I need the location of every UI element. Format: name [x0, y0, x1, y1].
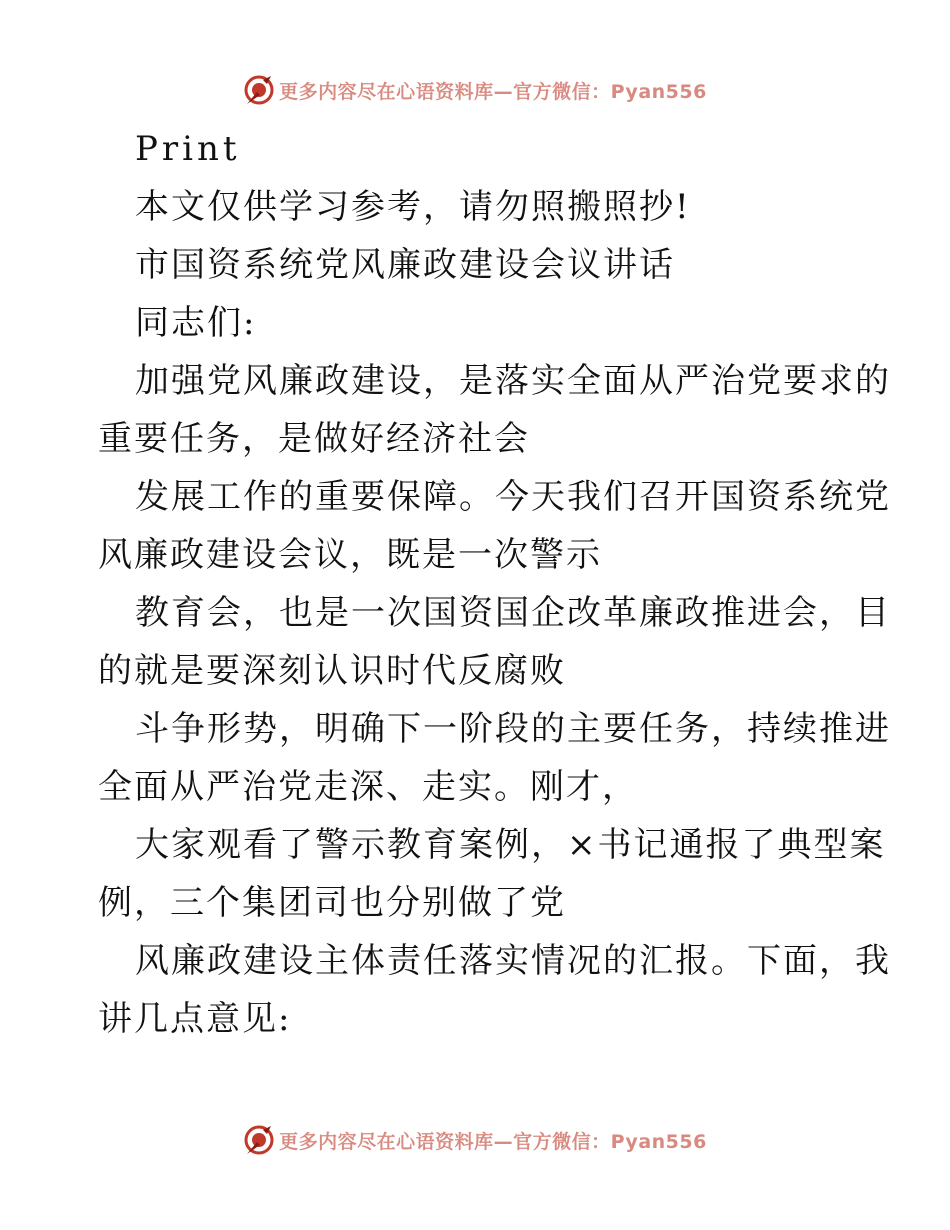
doc-line-7: 发展工作的重要保障。今天我们召开国资系统党	[135, 477, 891, 517]
doc-line-title: 市国资系统党风廉政建设会议讲话	[135, 245, 675, 285]
header-banner-text: 更多内容尽在心语资料库—官方微信：Pyan556	[279, 80, 707, 103]
doc-line-16: 讲几点意见:	[98, 999, 292, 1039]
doc-line-salutation: 同志们:	[135, 303, 257, 343]
doc-line-14: 例，三个集团司也分别做了党	[98, 883, 566, 923]
doc-line-15: 风廉政建设主体责任落实情况的汇报。下面，我	[135, 941, 891, 981]
pen-logo-icon	[243, 74, 275, 106]
doc-line-6: 重要任务，是做好经济社会	[98, 419, 530, 459]
doc-line-9: 教育会，也是一次国资国企改革廉政推进会，目	[135, 593, 891, 633]
doc-line-print: Print	[135, 129, 241, 169]
footer-banner	[0, 1120, 950, 1160]
doc-line-12: 全面从严治党走深、走实。刚才，	[98, 767, 638, 807]
doc-line-10: 的就是要深刻认识时代反腐败	[98, 651, 566, 691]
doc-line-disclaimer: 本文仅供学习参考，请勿照搬照抄!	[135, 187, 691, 227]
doc-line-13: 大家观看了警示教育案例，×书记通报了典型案	[135, 825, 886, 865]
doc-line-11: 斗争形势，明确下一阶段的主要任务，持续推进	[135, 709, 891, 749]
doc-line-5: 加强党风廉政建设，是落实全面从严治党要求的	[135, 361, 891, 401]
pen-logo-icon	[243, 1124, 275, 1156]
header-banner	[0, 70, 950, 110]
document-body	[98, 120, 891, 1048]
doc-line-8: 风廉政建设会议，既是一次警示	[98, 535, 602, 575]
footer-banner-text: 更多内容尽在心语资料库—官方微信：Pyan556	[279, 1130, 707, 1153]
